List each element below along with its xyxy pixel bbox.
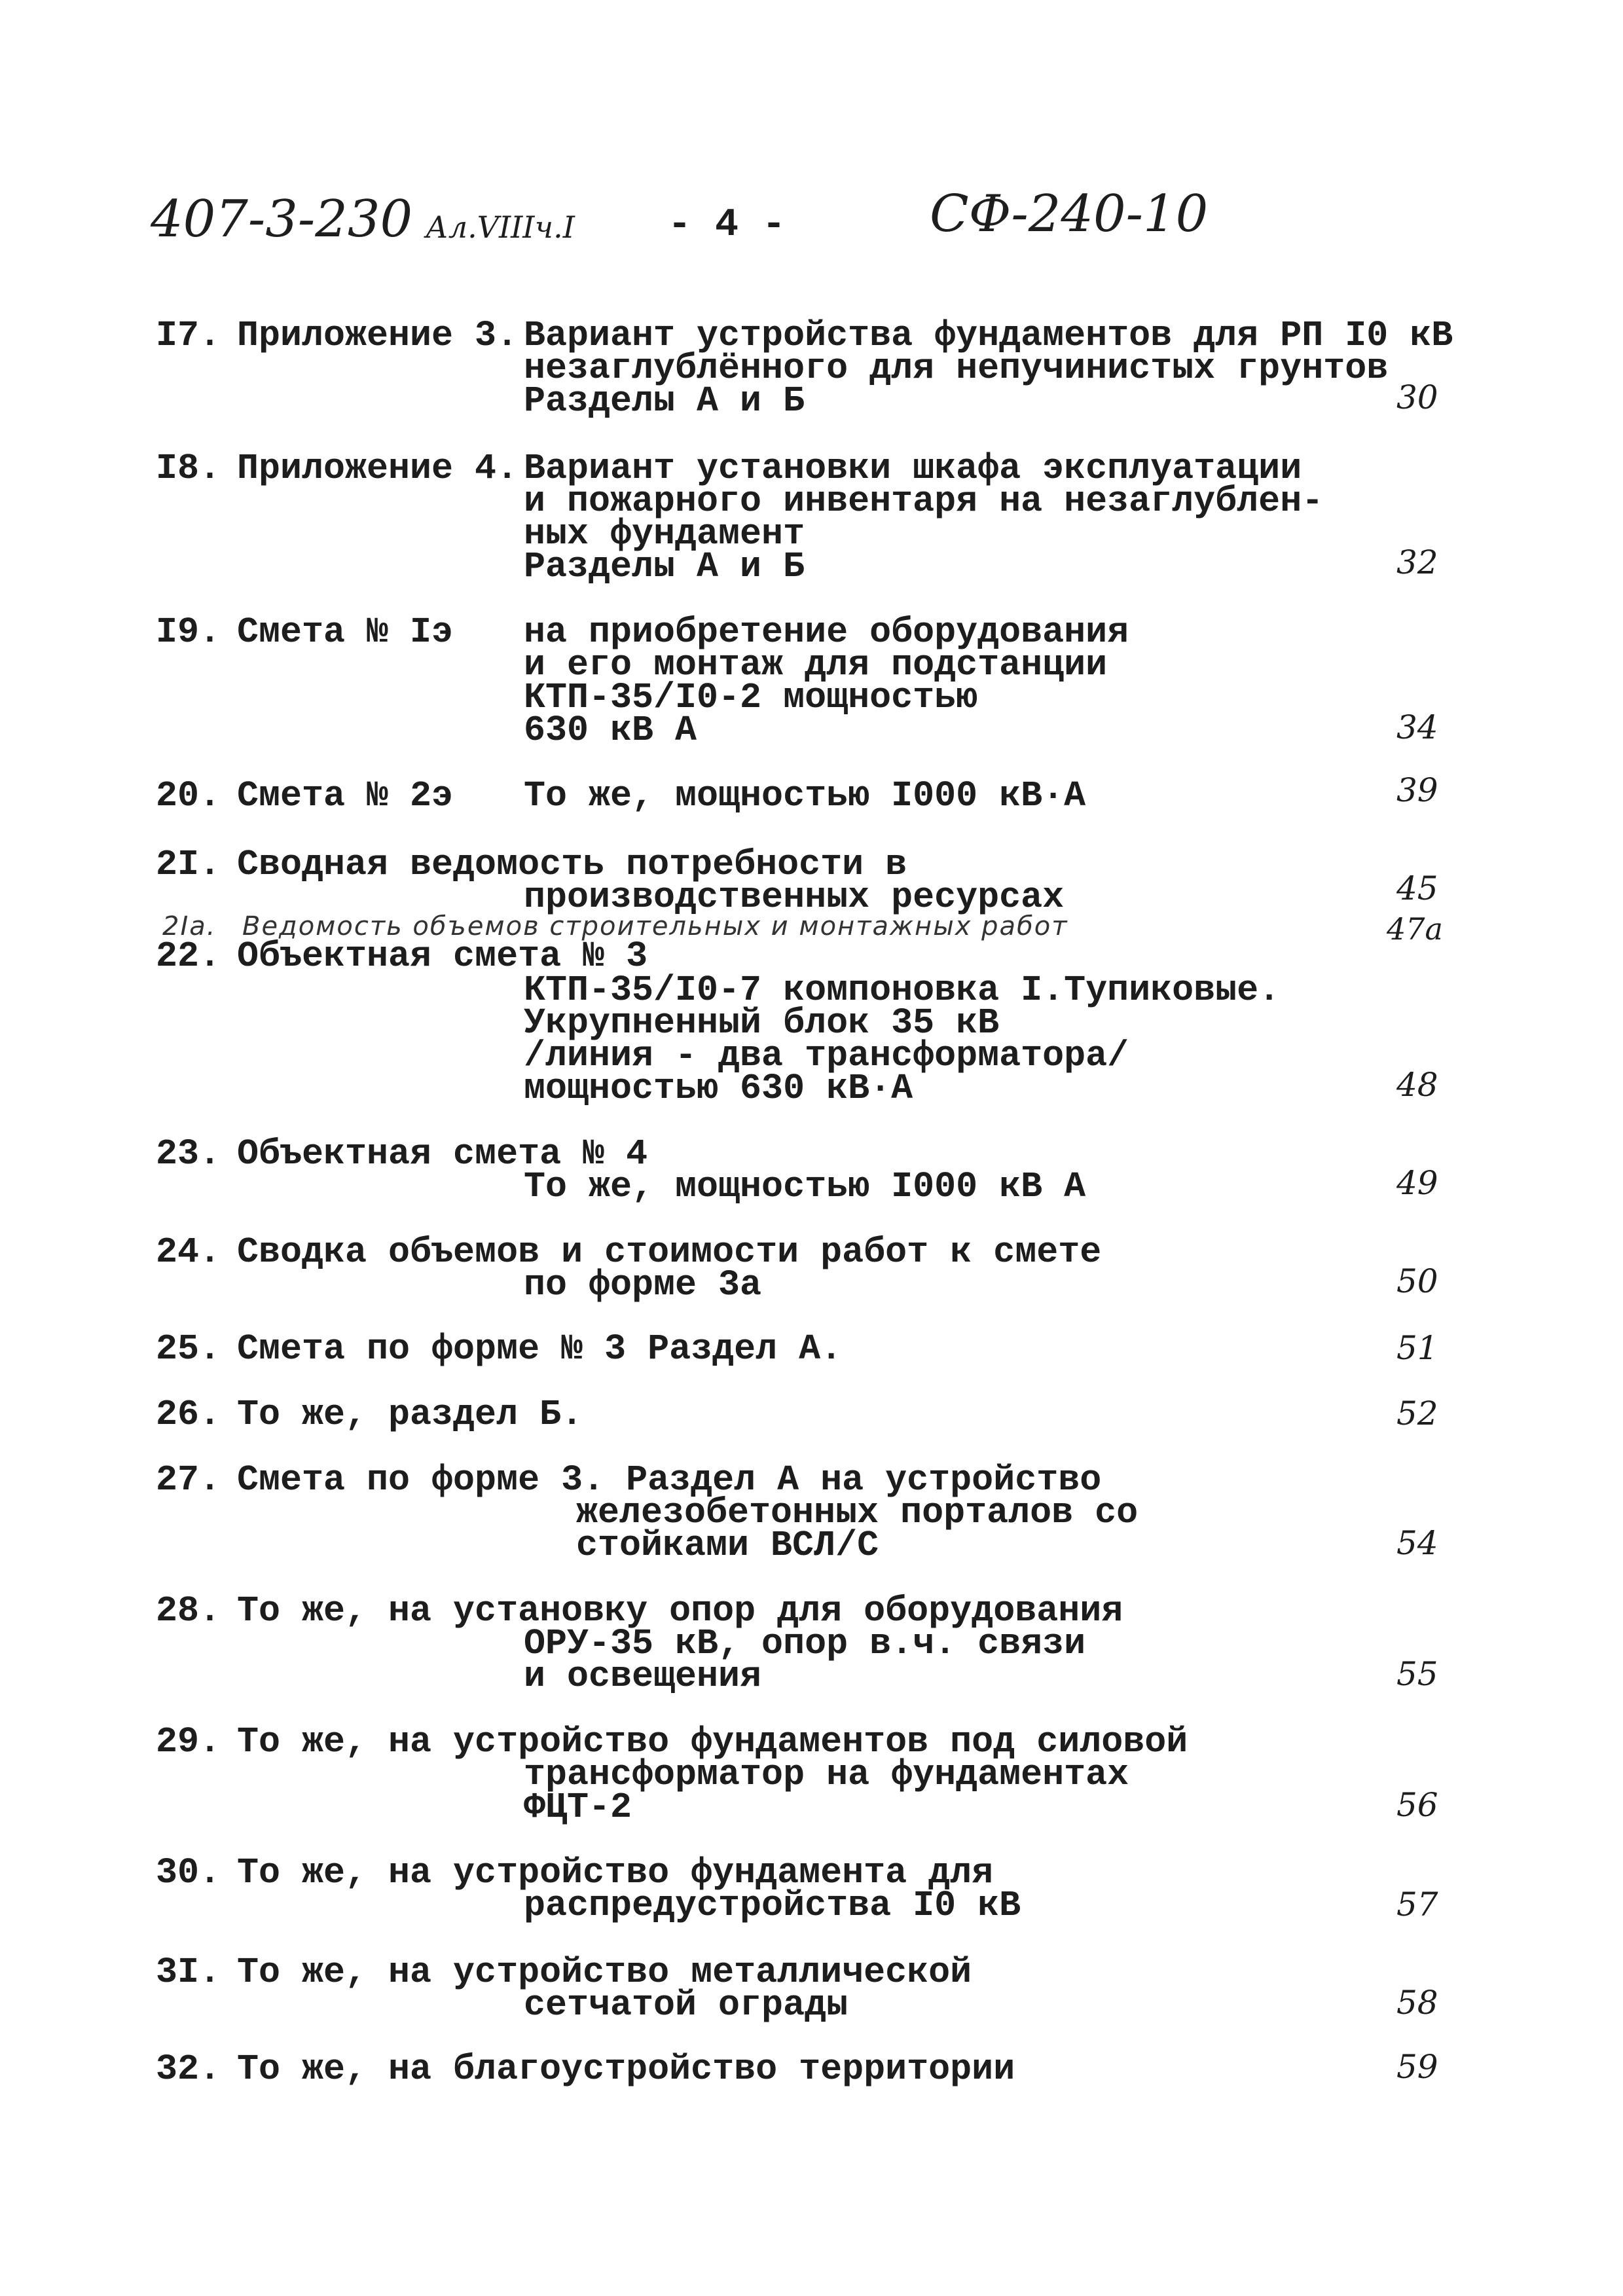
item-line: Разделы А и Б [524,546,805,587]
item-number: 27. [156,1459,221,1501]
item-line: ОРУ-35 кВ, опор в.ч. связи [524,1623,1086,1664]
item-line: То же, мощностью I000 кВ А [524,1166,1086,1207]
item-number: 23. [156,1133,221,1175]
item-label: Сводная ведомость потребности в [237,844,907,885]
item-label: Сводка объемов и стоимости работ к смете [237,1231,1102,1273]
item-line: железобетонных порталов со [576,1492,1139,1533]
item-line: /линия - два трансформатора/ [524,1035,1129,1076]
item-line: То же, мощностью I000 кВ·А [524,775,1086,816]
item-line: по форме 3а [524,1264,762,1305]
item-line: распредустройства I0 кВ [524,1885,1021,1926]
item-number: 32. [156,2049,221,2090]
album-reference: Ал.VIIIч.I [426,210,575,245]
page-number: - 4 - [668,203,786,247]
item-label: То же, раздел Б. [237,1394,583,1435]
item-label: Смета по форме № 3 Раздел А. [237,1328,843,1370]
item-label: Объектная смета № 4 [237,1133,648,1175]
item-number: 30. [156,1852,221,1893]
item-page: 47а [1387,911,1443,947]
item-number: 26. [156,1394,221,1435]
item-label: То же, на установку опор для оборудования [237,1590,1123,1631]
item-line: Вариант установки шкафа эксплуатации [524,448,1302,489]
item-label: Смета по форме 3. Раздел А на устройство [237,1459,1102,1501]
item-page: 59 [1396,2048,1438,2086]
item-page: 39 [1396,771,1438,809]
item-line: трансформатор на фундаментах [524,1754,1129,1795]
item-number: 20. [156,775,221,816]
document-code: 407-3-230 [151,190,413,249]
item-number: 24. [156,1231,221,1273]
item-line: и пожарного инвентаря на незаглублен- [524,481,1324,522]
item-line: КТП-35/I0-2 мощностью [524,677,978,718]
item-page: 48 [1396,1066,1438,1104]
item-line: производственных ресурсах [524,877,1065,918]
item-number: 2I. [156,844,221,885]
item-number: I7. [156,315,221,356]
item-line: незаглублённого для непучинистых грунтов [524,348,1389,389]
item-page: 54 [1396,1524,1438,1562]
item-line: стойками ВСЛ/С [576,1525,879,1566]
item-page: 57 [1396,1886,1438,1923]
item-number: 2Iа. [162,911,217,941]
item-number: 29. [156,1721,221,1762]
item-number: I9. [156,611,221,653]
item-page: 32 [1396,543,1438,581]
item-number: 22. [156,936,221,977]
item-line: и его монтаж для подстанции [524,644,1108,685]
item-label: Ведомость объемов строительных и монтажных работ [242,911,1068,941]
item-label: То же, на устройство фундамента для [237,1852,994,1893]
item-line: мощностью 630 кВ·А [524,1068,913,1109]
item-label: Объектная смета № 3 [237,936,648,977]
item-page: 34 [1396,708,1438,746]
item-page: 49 [1396,1164,1438,1202]
item-label: Приложение 3. [237,315,519,356]
item-label: То же, на устройство фундаментов под силовой [237,1721,1188,1762]
item-line: Вариант устройства фундаментов для РП I0 кВ [524,315,1453,356]
item-number: 28. [156,1590,221,1631]
item-page: 50 [1396,1262,1438,1300]
item-number: I8. [156,448,221,489]
item-page: 55 [1396,1655,1438,1693]
item-page: 30 [1396,378,1438,416]
item-number: 3I. [156,1952,221,1993]
item-line: Разделы А и Б [524,380,805,422]
item-line: на приобретение оборудования [524,611,1129,653]
item-page: 51 [1396,1329,1438,1367]
item-line: и освещения [524,1656,762,1697]
item-number: 25. [156,1328,221,1370]
item-label: То же, на благоустройство территории [237,2049,1015,2090]
item-label: То же, на устройство металлической [237,1952,972,1993]
item-line: Укрупненный блок 35 кВ [524,1002,1000,1044]
item-line: сетчатой ограды [524,1984,848,2026]
item-label: Смета № 2э [237,775,454,816]
item-line: КТП-35/I0-7 компоновка I.Тупиковые. [524,970,1281,1011]
item-page: 58 [1396,1984,1438,2022]
item-page: 45 [1396,869,1438,907]
item-page: 56 [1396,1786,1438,1824]
item-label: Приложение 4. [237,448,519,489]
item-label: Смета № Iэ [237,611,454,653]
item-line: 630 кВ А [524,710,697,751]
series-code: СФ-240-10 [930,185,1209,244]
item-line: ных фундамент [524,513,805,555]
item-page: 52 [1396,1394,1438,1432]
item-line: ФЦТ-2 [524,1787,632,1828]
